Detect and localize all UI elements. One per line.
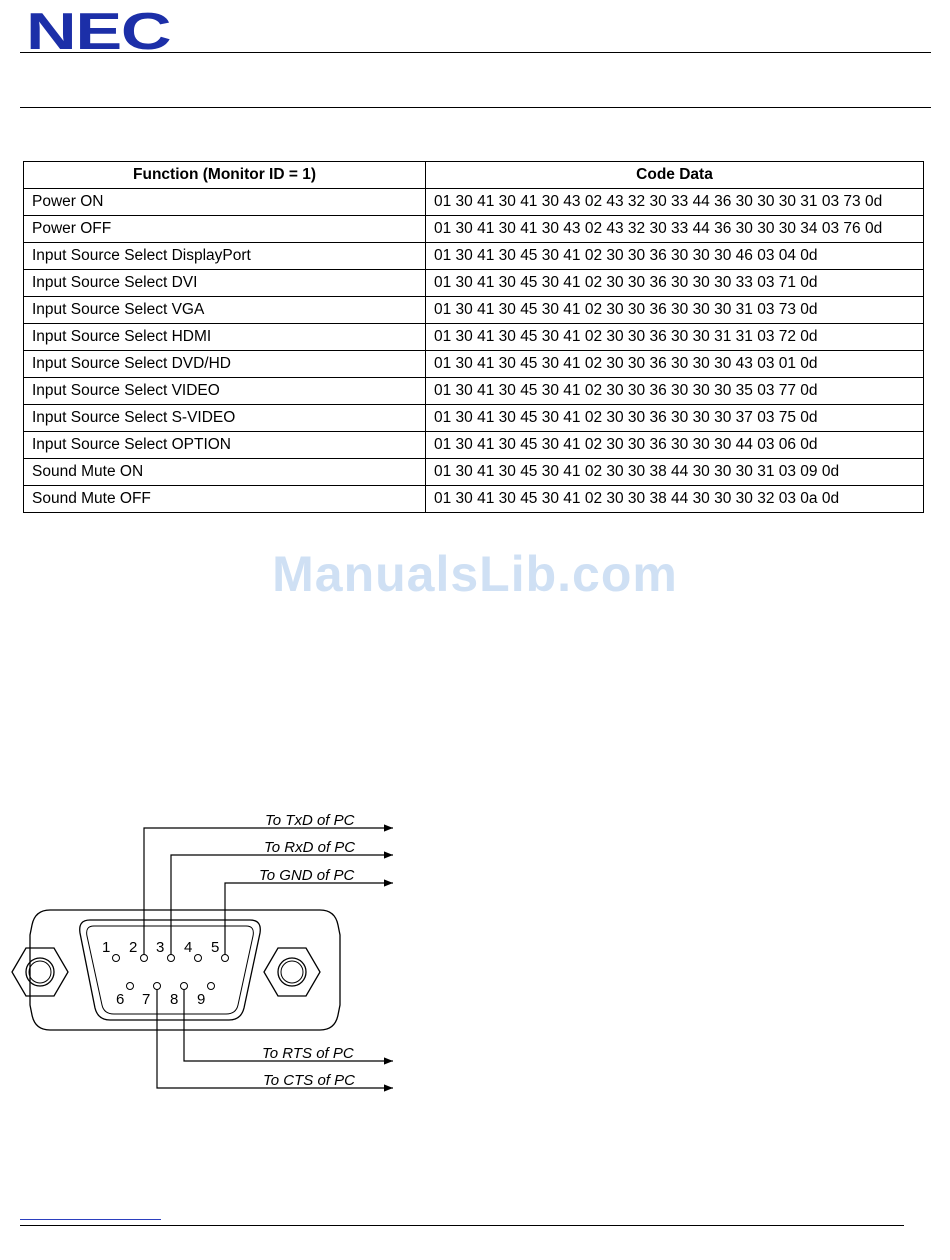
- pin-9: [208, 983, 215, 990]
- function-cell: Input Source Select DisplayPort: [24, 243, 426, 270]
- footer-rule: [20, 1225, 904, 1226]
- table-row: [24, 297, 924, 324]
- pin-number-7: 7: [142, 991, 151, 1008]
- code-data-cell: 01 30 41 30 45 30 41 02 30 30 36 30 30 30 37 03 75 0d: [426, 405, 924, 432]
- pin-number-6: 6: [116, 991, 125, 1008]
- function-cell: Sound Mute ON: [24, 459, 426, 486]
- nec-logo: NEC: [26, 3, 171, 61]
- right-screw-outer: [278, 958, 306, 986]
- code-data-cell: 01 30 41 30 45 30 41 02 30 30 38 44 30 30 30 31 03 09 0d: [426, 459, 924, 486]
- function-cell: Input Source Select HDMI: [24, 324, 426, 351]
- command-code-table: [23, 161, 924, 513]
- code-data-cell: 01 30 41 30 45 30 41 02 30 30 36 30 30 30 33 03 71 0d: [426, 270, 924, 297]
- pin-6: [127, 983, 134, 990]
- table-header-row: [24, 162, 924, 189]
- function-cell: Sound Mute OFF: [24, 486, 426, 513]
- pin-number-9: 9: [197, 991, 206, 1008]
- label-txd: To TxD of PC: [265, 812, 355, 829]
- code-data-cell: 01 30 41 30 45 30 41 02 30 30 36 30 30 30 35 03 77 0d: [426, 378, 924, 405]
- function-cell: Power ON: [24, 189, 426, 216]
- pin-number-4: 4: [184, 939, 193, 956]
- label-gnd: To GND of PC: [259, 867, 355, 884]
- label-cts: To CTS of PC: [263, 1072, 355, 1089]
- function-cell: Input Source Select S-VIDEO: [24, 405, 426, 432]
- header-rule-top: [20, 52, 931, 53]
- column-header-function: Function (Monitor ID = 1): [24, 162, 426, 189]
- table-row: [24, 243, 924, 270]
- table-row: [24, 351, 924, 378]
- function-cell: Input Source Select VIDEO: [24, 378, 426, 405]
- footer-link-underline: [20, 1219, 161, 1220]
- pin-1: [113, 955, 120, 962]
- table-row: [24, 270, 924, 297]
- pin-5: [222, 955, 229, 962]
- pin-number-2: 2: [129, 939, 138, 956]
- pin-7: [154, 983, 161, 990]
- label-rxd: To RxD of PC: [264, 839, 356, 856]
- pin-number-1: 1: [102, 939, 111, 956]
- code-data-cell: 01 30 41 30 41 30 43 02 43 32 30 33 44 36 30 30 30 31 03 73 0d: [426, 189, 924, 216]
- table-row: [24, 216, 924, 243]
- pin-number-3: 3: [156, 939, 165, 956]
- right-mount-hex: [264, 948, 320, 996]
- code-data-cell: 01 30 41 30 41 30 43 02 43 32 30 33 44 36 30 30 30 34 03 76 0d: [426, 216, 924, 243]
- code-data-cell: 01 30 41 30 45 30 41 02 30 30 36 30 30 30 46 03 04 0d: [426, 243, 924, 270]
- table-row: [24, 189, 924, 216]
- code-data-cell: 01 30 41 30 45 30 41 02 30 30 36 30 30 31 31 03 72 0d: [426, 324, 924, 351]
- header-rule-bottom: [20, 107, 931, 108]
- table-row: [24, 324, 924, 351]
- pin-number-5: 5: [211, 939, 220, 956]
- watermark: ManualsLib.com: [272, 546, 678, 602]
- code-data-cell: 01 30 41 30 45 30 41 02 30 30 36 30 30 30 43 03 01 0d: [426, 351, 924, 378]
- function-cell: Input Source Select VGA: [24, 297, 426, 324]
- pin-8: [181, 983, 188, 990]
- wire-gnd: [225, 883, 393, 955]
- code-data-cell: 01 30 41 30 45 30 41 02 30 30 36 30 30 30 44 03 06 0d: [426, 432, 924, 459]
- pin-3: [168, 955, 175, 962]
- connector-shell: [30, 910, 340, 1030]
- pin-2: [141, 955, 148, 962]
- code-data-cell: 01 30 41 30 45 30 41 02 30 30 36 30 30 30 31 03 73 0d: [426, 297, 924, 324]
- label-rts: To RTS of PC: [262, 1045, 354, 1062]
- function-cell: Input Source Select OPTION: [24, 432, 426, 459]
- table-row: [24, 378, 924, 405]
- table-body: [24, 189, 924, 513]
- table-row: [24, 459, 924, 486]
- dsub9-connector-diagram: [0, 800, 420, 1100]
- pin-number-8: 8: [170, 991, 179, 1008]
- table-row: [24, 432, 924, 459]
- code-data-cell: 01 30 41 30 45 30 41 02 30 30 38 44 30 30 30 32 03 0a 0d: [426, 486, 924, 513]
- table-row: [24, 405, 924, 432]
- right-screw-inner: [281, 961, 303, 983]
- left-screw-inner: [29, 961, 51, 983]
- function-cell: Power OFF: [24, 216, 426, 243]
- column-header-code-data: Code Data: [426, 162, 924, 189]
- pin-4: [195, 955, 202, 962]
- left-mount-hex: [12, 948, 68, 996]
- function-cell: Input Source Select DVI: [24, 270, 426, 297]
- function-cell: Input Source Select DVD/HD: [24, 351, 426, 378]
- table-row: [24, 486, 924, 513]
